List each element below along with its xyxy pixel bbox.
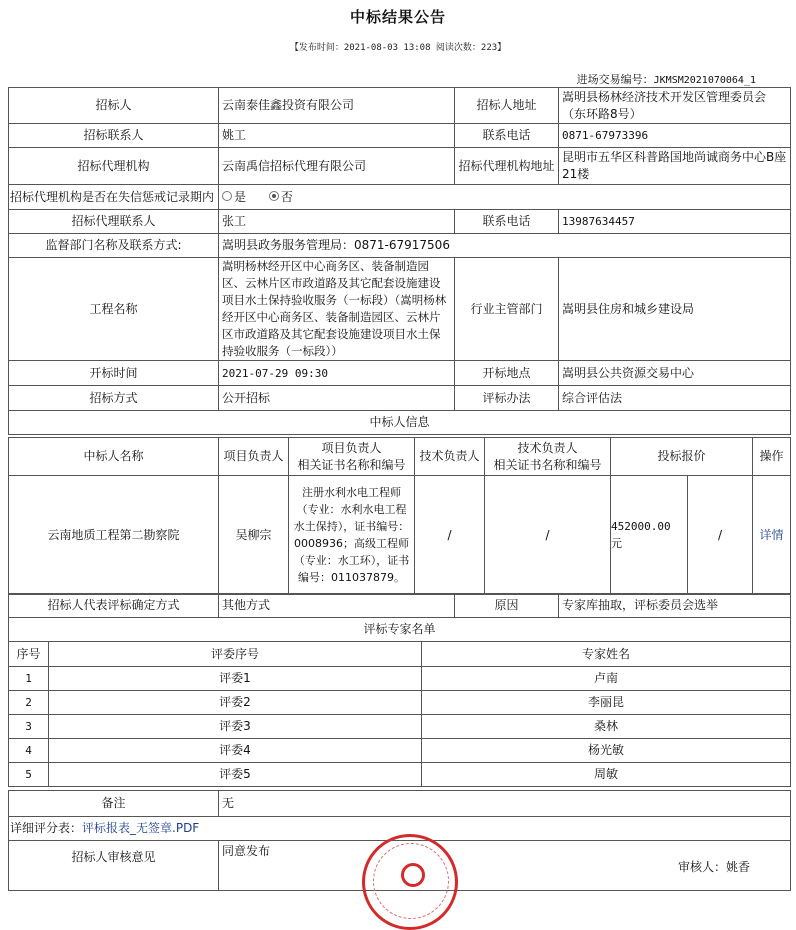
agency-label: 招标代理机构 — [9, 148, 219, 185]
radio-no-label: 否 — [280, 189, 293, 204]
expert-index: 2 — [9, 691, 49, 715]
open-time-value: 2021-07-29 09:30 — [219, 361, 455, 386]
agency-contact-label: 招标代理联系人 — [9, 210, 219, 234]
expert-seat: 评委3 — [49, 715, 422, 739]
agency-addr-value: 昆明市五华区科普路国地尚诚商务中心B座21楼 — [559, 148, 791, 185]
expert-index: 3 — [9, 715, 49, 739]
detail-file-link[interactable]: 评标报表_无签章.PDF — [82, 821, 200, 835]
expert-seat: 评委1 — [49, 667, 422, 691]
winner-table — [8, 437, 791, 595]
agency-phone-value: 13987634457 — [559, 210, 791, 234]
authority-label: 行业主管部门 — [455, 258, 559, 361]
radio-yes-label: 是 — [234, 189, 247, 204]
radio-yes[interactable] — [222, 191, 232, 201]
agency-value: 云南禹信招标代理有限公司 — [219, 148, 455, 185]
project-label: 工程名称 — [9, 258, 219, 361]
table-row — [9, 667, 791, 691]
detail-label: 详细评分表： — [10, 821, 83, 835]
seal-star — [401, 863, 425, 887]
table-row — [9, 715, 791, 739]
winner-header-price: 投标报价 — [611, 438, 753, 476]
table-row — [9, 739, 791, 763]
winner-manager-cert: 注册水利水电工程师（专业：水利水电工程水土保持），证书编号：0008936；高级工程师（专业：水工环），证书编号：011037879。 — [289, 476, 415, 595]
table-row — [9, 691, 791, 715]
method-value: 公开招标 — [219, 386, 455, 411]
official-seal-icon — [362, 834, 458, 930]
winner-header-tech: 技术负责人 — [415, 438, 485, 476]
expert-index: 4 — [9, 739, 49, 763]
winner-header-tech-cert: 技术负责人 相关证书名称和编号 — [485, 438, 611, 476]
winner-tech-lead: / — [415, 476, 485, 595]
phone-value: 0871-67973396 — [559, 124, 791, 148]
winner-header-manager: 项目负责人 — [219, 438, 289, 476]
trade-code — [577, 71, 756, 87]
experts-header-index: 序号 — [9, 642, 49, 667]
trade-code-label: 进场交易编号： — [576, 73, 654, 86]
experts-header-seat: 评委序号 — [49, 642, 422, 667]
authority-value: 嵩明县住房和城乡建设局 — [559, 258, 791, 361]
trade-code-value: JKMSM2021070064_1 — [653, 75, 756, 86]
winner-name: 云南地质工程第二勘察院 — [9, 476, 219, 595]
review-cell — [219, 841, 791, 891]
winner-section-title: 中标人信息 — [9, 411, 791, 435]
eval-label: 评标办法 — [455, 386, 559, 411]
expert-name: 李丽昆 — [422, 691, 791, 715]
review-value: 同意发布 — [222, 844, 271, 858]
confirm-table — [8, 593, 791, 642]
discredit-label: 招标代理机构是否在失信惩戒记录期内 — [9, 185, 219, 210]
discredit-options — [219, 185, 791, 210]
winner-bid-extra: / — [717, 527, 723, 542]
expert-seat: 评委2 — [49, 691, 422, 715]
reviewer: 审核人：姚香 — [677, 860, 750, 874]
expert-seat: 评委5 — [49, 763, 422, 787]
winner-tech-cert: / — [485, 476, 611, 595]
publish-meta: 【发布时间：2021-08-03 13:08 阅读次数：223】 — [289, 43, 507, 53]
review-label: 招标人审核意见 — [9, 841, 219, 891]
contact-label: 招标联系人 — [9, 124, 219, 148]
table-row — [9, 763, 791, 787]
agency-phone-label: 联系电话 — [455, 210, 559, 234]
open-time-label: 开标时间 — [9, 361, 219, 386]
expert-name: 卢南 — [422, 667, 791, 691]
agency-addr-label: 招标代理机构地址 — [455, 148, 559, 185]
expert-seat: 评委4 — [49, 739, 422, 763]
contact-value: 姚工 — [219, 124, 455, 148]
winner-header-action: 操作 — [753, 438, 791, 476]
eval-value: 综合评估法 — [559, 386, 791, 411]
remark-value: 无 — [219, 791, 791, 817]
confirm-value: 其他方式 — [219, 594, 455, 618]
expert-name: 周敏 — [422, 763, 791, 787]
detail-link[interactable]: 详情 — [753, 476, 791, 595]
tenderer-addr-value: 嵩明县杨林经济技术开发区管理委员会（东环路8号） — [559, 88, 791, 124]
experts-header-name: 专家姓名 — [422, 642, 791, 667]
radio-no[interactable] — [269, 191, 279, 201]
agency-contact-value: 张工 — [219, 210, 455, 234]
supervisor-value: 嵩明县政务服务管理局：0871-67917506 — [219, 234, 791, 258]
reason-label: 原因 — [455, 594, 559, 618]
expert-name: 杨光敏 — [422, 739, 791, 763]
winner-manager: 吴柳宗 — [219, 476, 289, 595]
open-place-label: 开标地点 — [455, 361, 559, 386]
winner-header-manager-cert: 项目负责人 相关证书名称和编号 — [289, 438, 415, 476]
supervisor-label: 监督部门名称及联系方式: — [9, 234, 219, 258]
tenderer-value: 云南泰佳鑫投资有限公司 — [219, 88, 455, 124]
tenderer-addr-label: 招标人地址 — [455, 88, 559, 124]
remark-label: 备注 — [9, 791, 219, 817]
expert-index: 1 — [9, 667, 49, 691]
expert-name: 桑林 — [422, 715, 791, 739]
expert-index: 5 — [9, 763, 49, 787]
project-value: 嵩明杨林经开区中心商务区、装备制造园区、云林片区市政道路及其它配套设施建设项目水土保持验收服务（一标段）（嵩明杨林经开区中心商务区、装备制造园区、云林片区市政道路及其它配套设施建设项目水土保持验收服务（一标段）） — [219, 258, 455, 361]
reason-value: 专家库抽取，评标委员会选举 — [559, 594, 791, 618]
method-label: 招标方式 — [9, 386, 219, 411]
experts-section-title: 评标专家名单 — [9, 618, 791, 642]
phone-label: 联系电话 — [455, 124, 559, 148]
info-table — [8, 87, 791, 435]
experts-table — [8, 641, 791, 787]
confirm-label: 招标人代表评标确定方式 — [9, 594, 219, 618]
tenderer-label: 招标人 — [9, 88, 219, 124]
winner-header-name: 中标人名称 — [9, 438, 219, 476]
winner-bid-price: 452000.00元 — [611, 476, 688, 594]
page-title: 中标结果公告 — [349, 8, 446, 26]
open-place-value: 嵩明县公共资源交易中心 — [559, 361, 791, 386]
winner-price-cell — [611, 476, 753, 595]
